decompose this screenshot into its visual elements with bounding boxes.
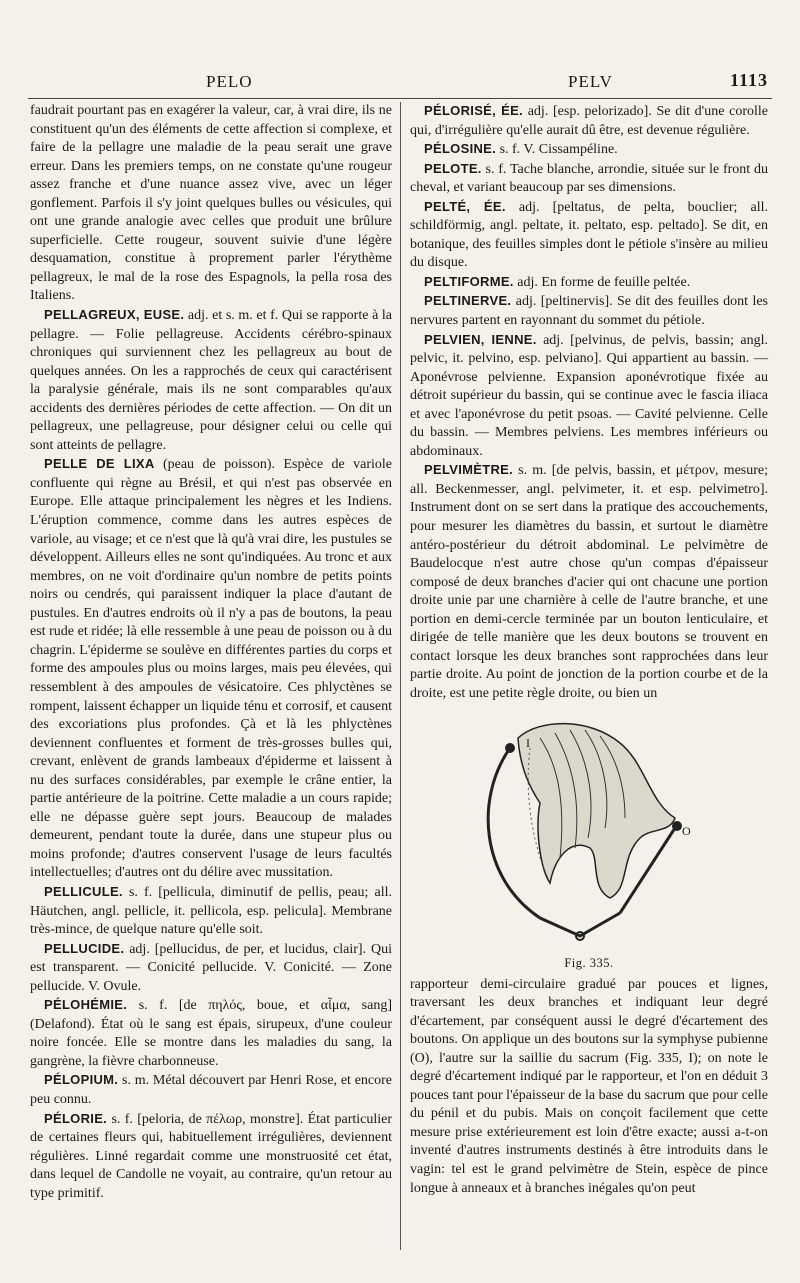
entry-pelorise: PÉLORISÉ, ÉE. adj. [esp. pelorizado]. Se dit d'une corolle qui, d'irrégulière qu'elle aurait dû être, est devenue régulière.	[410, 103, 768, 138]
pelvimeter-illustration	[470, 708, 710, 948]
entry-pellicule: PELLICULE. s. f. [pellicula, diminutif de pellis, peau; all. Häutchen, angl. pellicle, it. pellicola, esp. pelicula]. Membrane très-mince, de quelque nature qu'elle soit.	[30, 883, 392, 938]
entry-continuation: faudrait pourtant pas en exagérer la valeur, car, à vrai dire, ils ne constituent qu'un des éléments de cette affection si complexe, et faire de la pellagre une maladie de la peau serait une grave erreur. Dans les premiers temps, on ne constate qu'une rougeur assez franche et d'une nuance assez vive, avec un léger gonflement. Parfois il s'y joint quelques bulles ou vésicules, qui ont une grande analogie avec celles que produit une brûlure superficielle. Cette rougeur, souvent suivie d'une légère desquamation, constitue à proprement parler l'érythème pellagreux, le mal de la rose des Espagnols, la pella rosa des Italiens.	[30, 103, 392, 304]
entry-pelote: PELOTE. s. f. Tache blanche, arrondie, située sur le front du cheval, et variant beaucoup par ses dimensions.	[410, 160, 768, 196]
entry-pelvimetre: PELVIMÈTRE. s. m. [de pelvis, bassin, et μέτρον, mesure; all. Beckenmesser, angl. pelvimeter, it. et esp. pelvimetro]. Instrument dont on se sert dans la pratique des accouchements, pour mesurer les diamètres du bassin, et surtout le diamètre antéro-postérieur du détroit abdominal. Le pelvimètre de Baudelocque n'est autre chose qu'un compas d'épaisseur composé de deux branches d'acier qui ont chacune une portion droite unie par une charnière à celle de l'autre branche, et une portion en demi-cercle terminée par un bouton lenticulaire, et dirigée de telle manière que les deux boutons se trouvent en contact lorsque les deux branches sont rapprochées dans leur partie droite. Au point de jonction de la portion courbe et de la droite, est une petite règle droite, ou bien un	[410, 462, 769, 701]
headword: PELVIEN, IENNE.	[424, 331, 537, 347]
headword: PÉLOSINE.	[424, 141, 497, 157]
headword: PELOTE.	[424, 160, 482, 176]
headword: PELLE DE LIXA	[44, 456, 155, 472]
figure-label-o: O	[682, 823, 691, 838]
headword: PELLAGREUX, EUSE.	[44, 307, 185, 323]
entry-peltiforme: PELTIFORME. adj. En forme de feuille peltée.	[424, 273, 691, 290]
headword: PÉLORISÉ, ÉE.	[424, 103, 524, 118]
entry-pelohemie: PÉLOHÉMIE. s. f. [de πηλός, boue, et αἷμα, sang] (Delafond). État où le sang est épais, sirupeux, d'une couleur noire foncée. Elle se montre dans les maladies du sang, la gangrène, la fièvre charbonneuse.	[30, 997, 393, 1069]
running-header	[28, 72, 772, 98]
figure-caption: Fig. 335.	[564, 955, 614, 970]
headword: PELLUCIDE.	[44, 940, 125, 956]
entry-pelopium: PÉLOPIUM. s. m. Métal découvert par Henri Rose, et encore peu connu.	[30, 1072, 392, 1107]
figure-pelvimeter	[410, 708, 768, 976]
left-column	[30, 102, 392, 1203]
header-rule	[28, 98, 772, 99]
entry-pelvimetre-continued: rapporteur demi-circulaire gradué par pouces et lignes, traversant les deux branches et indiquant leur degré d'écartement, par conséquent aussi le degré d'écartement des boutons. On applique un des boutons sur la symphyse pubienne (O), l'autre sur la saillie du sacrum (Fig. 335, I); on note le degré d'écartement indiqué par le rapporteur, et l'on en déduit 3 pouces tant pour l'épaisseur de la base du sacrum que pour celle du pénil et du pubis. Mais on conçoit facilement que cette mesure prise extérieurement est loin d'être exacte; aussi a-t-on inventé d'autres instruments destinés à être introduits dans le vagin: tel est le grand pelvimètre de Stein, espèce de pince longue à anneaux et à branches inégales qu'on peut	[410, 976, 768, 1196]
column-divider	[400, 102, 401, 1250]
entry-peltinerve: PELTINERVE. adj. [peltinervis]. Se dit des feuilles dont les nervures partent en rayonnant du sommet du pétiole.	[410, 293, 769, 329]
figure-label-i: I	[526, 735, 530, 750]
entry-pelle-de-lixa: PELLE DE LIXA (peau de poisson). Espèce de variole confluente qui règne au Brésil, et qui n'est pas observée en Europe. Elle attaque principalement les nègres et les Indiens. L'éruption commence, comme dans les autres espèces de variole, au visage; et ce n'est que là qu'à vrai dire, les pustules se développent. Ailleurs elles ne sont qu'indiquées. Au tronc et aux membres, on ne voit d'ordinaire qu'un nombre de petits points noirs ou cendrés, qui paraissent indiquer la place d'autant de pustules. En d'autres endroits où il n'y a pas de boutons, la peau est rude et ridée; là elle ressemble à une peau de poisson ou à du chagrin. L'épiderme se soulève en différentes parties du corps et forme des ampoules plus ou moins larges, mais peu élevées, qui ressemblent à des ampoules de vésicatoire. Ces phlyctènes se rompent, laissent échapper un liquide ténu et corrosif, et causent des excoriations plus profondes. Çà et là les phlyctènes deviennent confluentes et forment de très-grosses bulles qui, crevant, enlèvent de grands lambeaux d'épiderme et laissent à nu des surfaces considérables, par exemple le crâne entier, la partie antérieure de la poitrine. Cette maladie a un cours rapide; elle ne dépasse guère sept jours. Beaucoup de malades demeurent, pendant toute la durée, dans une stupeur plus ou moins profonde; d'autres conservent l'usage de leurs facultés intellectuelles; d'autres ont du délire avec mussitation.	[30, 456, 392, 881]
headword: PELTÉ, ÉE.	[424, 198, 506, 214]
entry-pelosine: PÉLOSINE. s. f. V. Cissampéline.	[424, 141, 618, 158]
headword: PELVIMÈTRE.	[424, 462, 514, 478]
headword: PELLICULE.	[44, 883, 123, 899]
headword: PELTINERVE.	[424, 293, 512, 309]
entry-pelvien: PELVIEN, IENNE. adj. [pelvinus, de pelvis, bassin; angl. pelvic, it. pelvino, esp. pelviano]. Qui appartient au bassin. — Aponévrose pelvienne. Expansion aponévrotique fixée au détroit supérieur du bassin, qui se continue avec le fascia iliaca et avec l'aponévrose du petit psoas. — Cavité pelvienne. Celle du bassin. — Membres pelviens. Les membres inférieurs ou abdominaux.	[410, 331, 768, 459]
headword: PÉLOHÉMIE.	[44, 997, 128, 1013]
header-left-word: PELO	[206, 72, 253, 91]
entry-pelorie: PÉLORIE. s. f. [peloria, de πέλωρ, monstre]. État particulier de certaines fleurs qui, habituellement irrégulières, deviennent régulières. Linné regardait comme une monstruosité cet état, dans lequel de Candolle ne voyait, au contraire, qu'un retour au type primitif.	[30, 1110, 392, 1201]
entry-pellucide: PELLUCIDE. adj. [pellucidus, de per, et lucidus, clair]. Qui est transparent. — Conicité pellucide. V. Conicité. — Zone pellucide. V. Ovule.	[30, 940, 393, 994]
right-column	[410, 102, 768, 1198]
headword: PÉLOPIUM.	[44, 1072, 119, 1088]
entry-pelte: PELTÉ, ÉE. adj. [peltatus, de pelta, bouclier; all. schildförmig, angl. peltate, it. peltato, esp. peltado]. Se dit, en botanique, des feuilles simples dont le pétiole s'insère au milieu du disque.	[410, 198, 769, 271]
headword: PELTIFORME.	[424, 273, 514, 289]
entry-pellagreux: PELLAGREUX, EUSE. adj. et s. m. et f. Qui se rapporte à la pellagre. — Folie pellagreuse. Accidents cérébro-spinaux chroniques qui surviennent chez les pellagreux au bout de quelques années. On les a rapprochés de ceux qui caractérisent la paralysie générale, mais ils ne sont comparables qu'aux accidents des dernières périodes de cette affection. — On dit un pellagreux, une pellagreuse, pour désigner celui ou celle qui sont atteints de pellagre.	[30, 307, 392, 453]
page-number: 1113	[729, 70, 768, 90]
header-center-word: PELV	[568, 72, 613, 91]
headword: PÉLORIE.	[44, 1110, 108, 1126]
